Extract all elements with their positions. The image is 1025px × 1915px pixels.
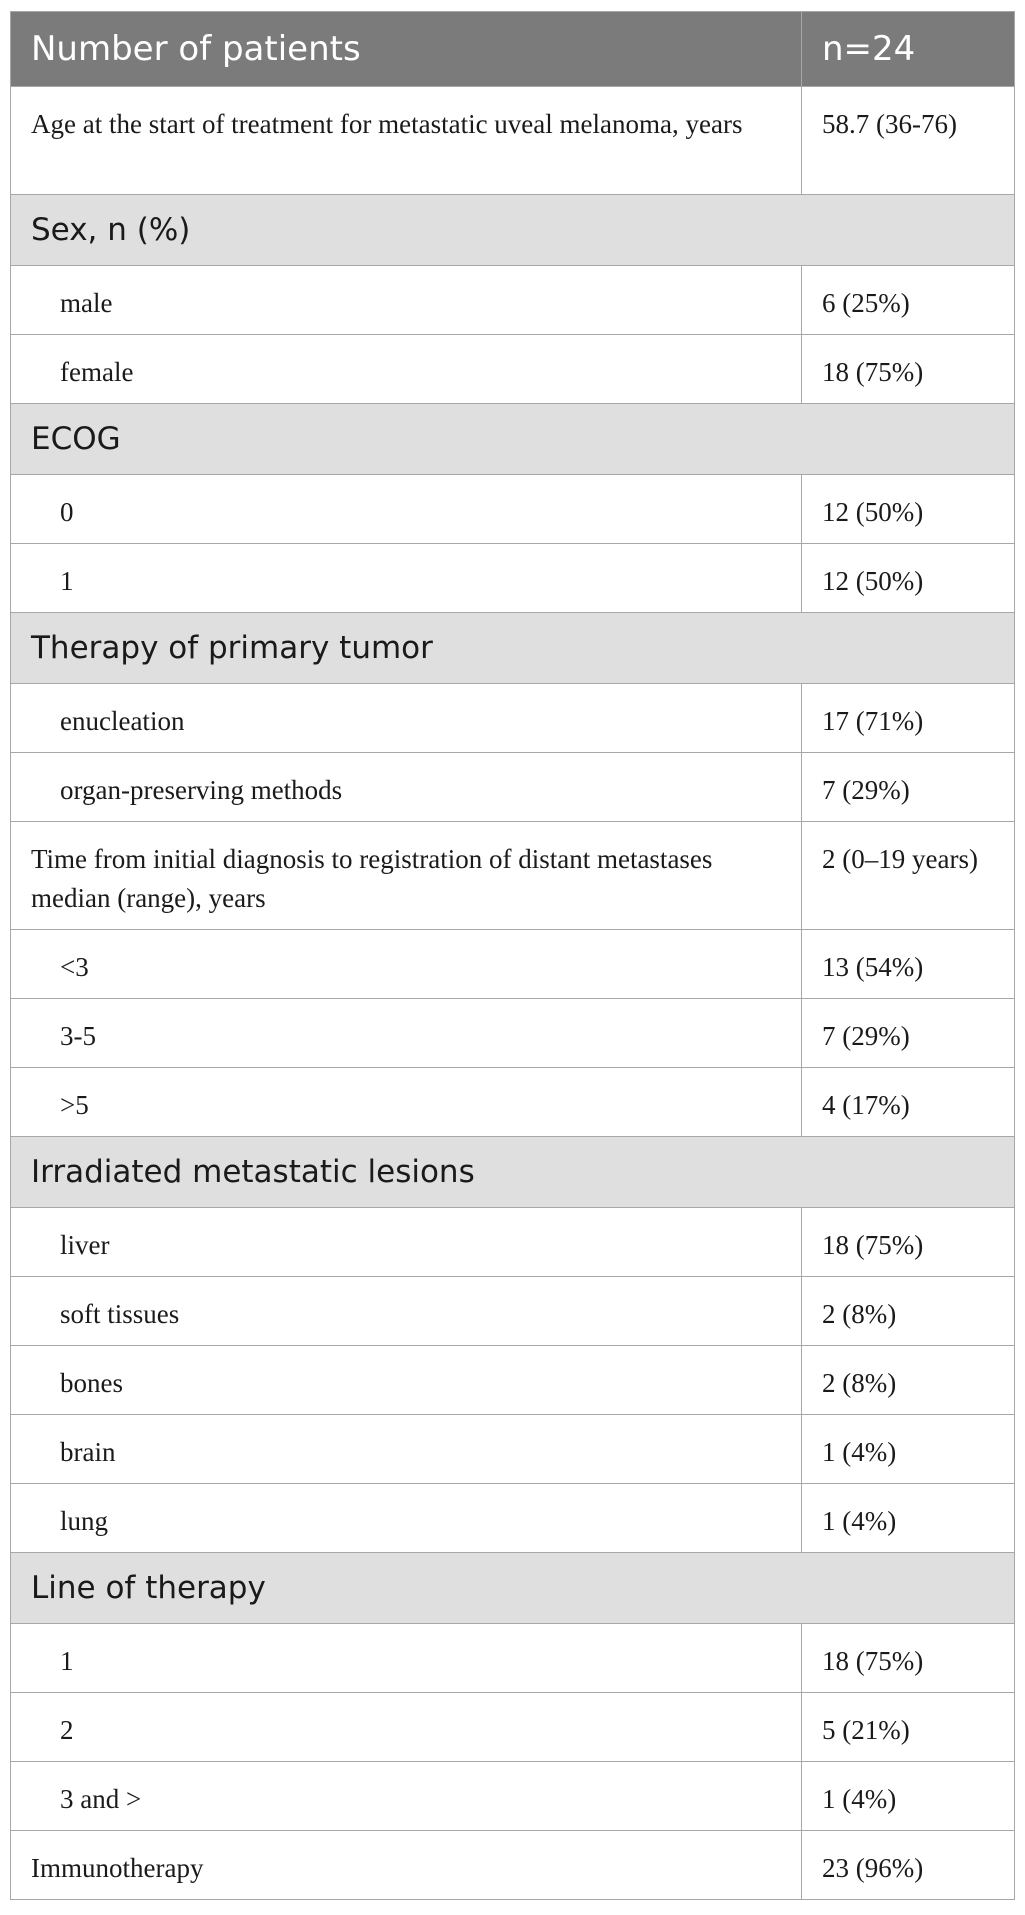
row-value: 5 (21%): [802, 1693, 1015, 1762]
section-header-row: [11, 404, 1015, 475]
section-header-label: Sex, n (%): [11, 195, 1015, 266]
row-value: 12 (50%): [802, 544, 1015, 613]
table-row: [11, 1762, 1015, 1831]
row-label: Time from initial diagnosis to registration of distant metastases median (range), years: [11, 822, 802, 930]
row-label: bones: [11, 1346, 802, 1415]
table-row: [11, 1693, 1015, 1762]
table-row: [11, 335, 1015, 404]
row-label: soft tissues: [11, 1277, 802, 1346]
row-label: enucleation: [11, 684, 802, 753]
row-label: <3: [11, 930, 802, 999]
row-label: liver: [11, 1208, 802, 1277]
section-header-row: [11, 1137, 1015, 1208]
table-body: [11, 87, 1015, 1900]
table-row: [11, 1068, 1015, 1137]
row-value: 17 (71%): [802, 684, 1015, 753]
section-header-row: [11, 1553, 1015, 1624]
row-label: 2: [11, 1693, 802, 1762]
row-value: 18 (75%): [802, 1624, 1015, 1693]
row-label: 0: [11, 475, 802, 544]
row-value: 1 (4%): [802, 1762, 1015, 1831]
header-count: n=24: [802, 12, 1015, 87]
row-label: male: [11, 266, 802, 335]
row-value: 13 (54%): [802, 930, 1015, 999]
header-label: Number of patients: [11, 12, 802, 87]
row-label: female: [11, 335, 802, 404]
table-row: [11, 475, 1015, 544]
row-value: 1 (4%): [802, 1415, 1015, 1484]
row-label: 3-5: [11, 999, 802, 1068]
row-value: 2 (8%): [802, 1346, 1015, 1415]
table-row: [11, 1624, 1015, 1693]
row-value: 23 (96%): [802, 1831, 1015, 1900]
table-row: [11, 753, 1015, 822]
row-value: 6 (25%): [802, 266, 1015, 335]
section-header-row: [11, 613, 1015, 684]
table-row: [11, 544, 1015, 613]
row-value: 7 (29%): [802, 753, 1015, 822]
section-header-label: Therapy of primary tumor: [11, 613, 1015, 684]
row-value: 18 (75%): [802, 1208, 1015, 1277]
header-row: [11, 12, 1015, 87]
row-value: 58.7 (36-76): [802, 87, 1015, 195]
row-label: organ-preserving methods: [11, 753, 802, 822]
section-header-label: Irradiated metastatic lesions: [11, 1137, 1015, 1208]
row-value: 2 (8%): [802, 1277, 1015, 1346]
table-row: [11, 684, 1015, 753]
row-value: 4 (17%): [802, 1068, 1015, 1137]
row-label: Immunotherapy: [11, 1831, 802, 1900]
table-row: [11, 266, 1015, 335]
table-row: [11, 1346, 1015, 1415]
section-header-row: [11, 195, 1015, 266]
row-label: Age at the start of treatment for metastatic uveal melanoma, years: [11, 87, 802, 195]
row-label: lung: [11, 1484, 802, 1553]
row-value: 12 (50%): [802, 475, 1015, 544]
row-label: 1: [11, 1624, 802, 1693]
section-header-label: ECOG: [11, 404, 1015, 475]
row-label: >5: [11, 1068, 802, 1137]
row-label: brain: [11, 1415, 802, 1484]
row-value: 18 (75%): [802, 335, 1015, 404]
row-value: 2 (0–19 years): [802, 822, 1015, 930]
patient-characteristics-table: [10, 11, 1015, 1900]
table-row: [11, 1277, 1015, 1346]
table-row: [11, 1484, 1015, 1553]
table-row: [11, 1415, 1015, 1484]
row-label: 3 and >: [11, 1762, 802, 1831]
row-label: 1: [11, 544, 802, 613]
table-row: [11, 1831, 1015, 1900]
table-row: [11, 999, 1015, 1068]
table-row: [11, 822, 1015, 930]
table-header: [11, 12, 1015, 87]
section-header-label: Line of therapy: [11, 1553, 1015, 1624]
table-row: [11, 87, 1015, 195]
table-row: [11, 1208, 1015, 1277]
row-value: 1 (4%): [802, 1484, 1015, 1553]
row-value: 7 (29%): [802, 999, 1015, 1068]
table-row: [11, 930, 1015, 999]
